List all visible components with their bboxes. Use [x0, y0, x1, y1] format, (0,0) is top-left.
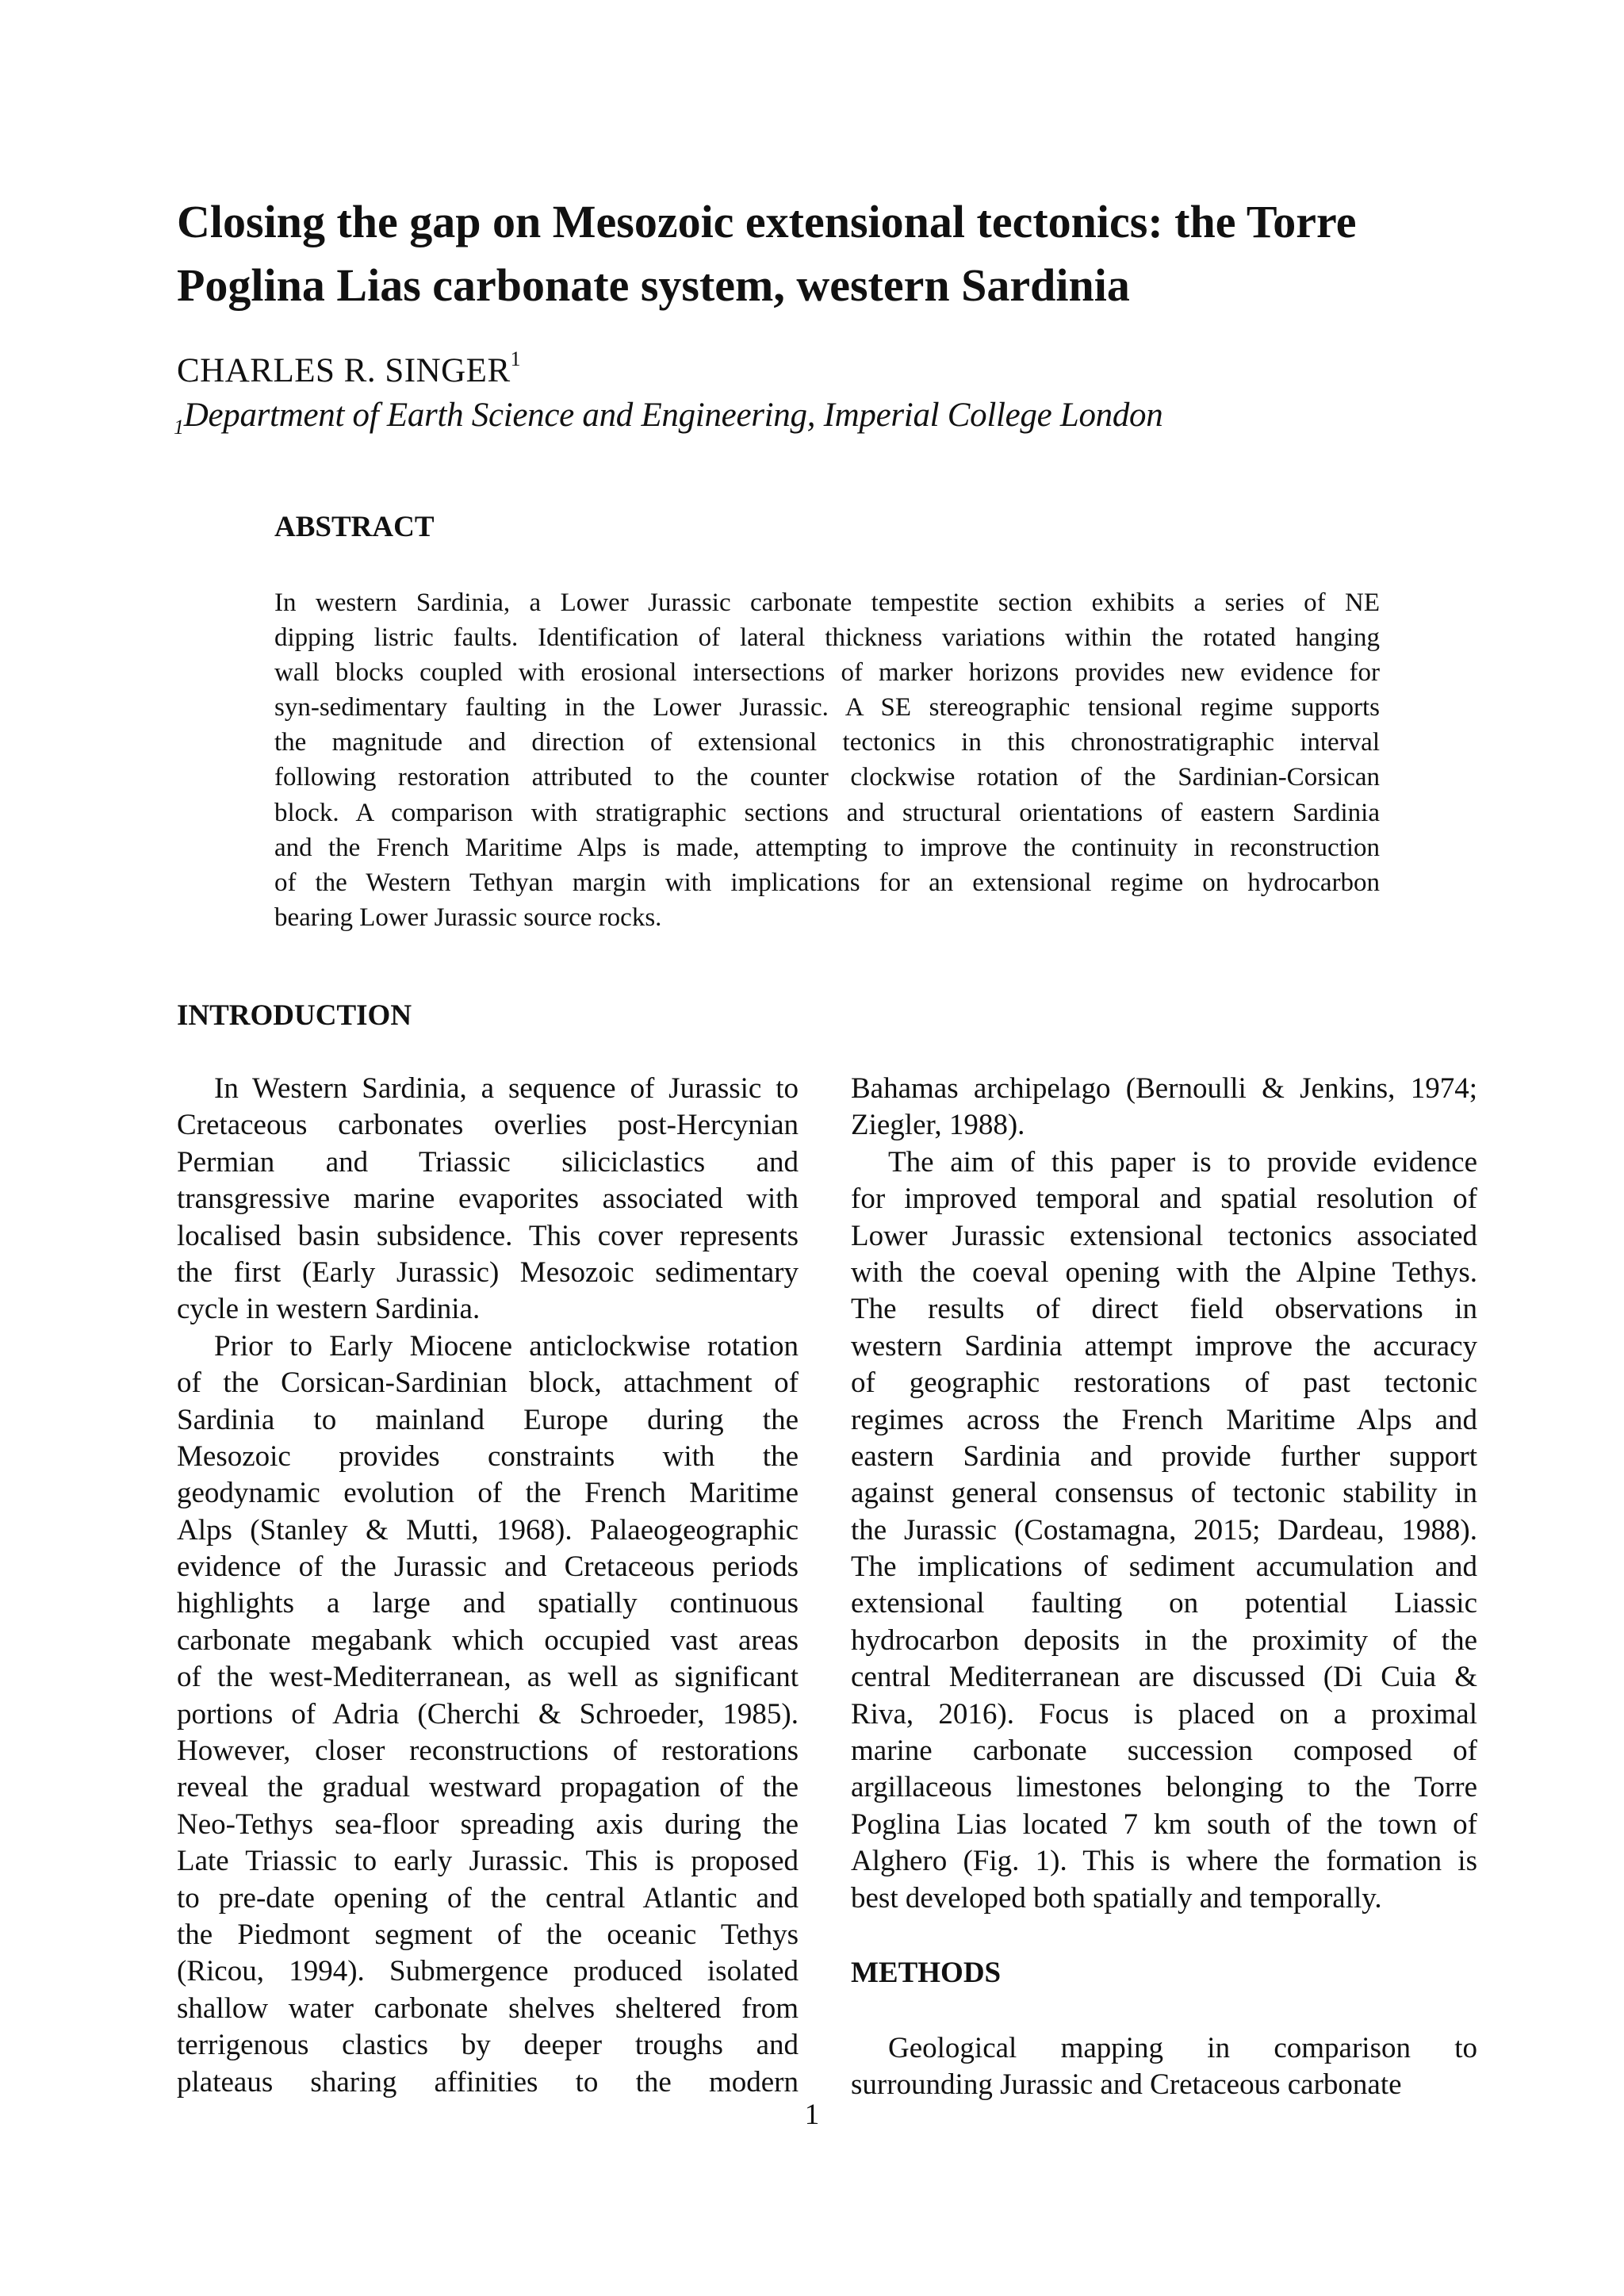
body-line: Neo-Tethys sea-floor spreading axis during the — [177, 1807, 799, 1841]
body-line: localised basin subsidence. This cover represents — [177, 1219, 799, 1252]
title-line: Poglina Lias carbonate system, western Sardinia — [177, 259, 1130, 311]
body-line: Poglina Lias located 7 km south of the town of — [851, 1807, 1477, 1841]
abstract-body — [274, 585, 1380, 935]
body-line: for improved temporal and spatial resolution of — [851, 1182, 1477, 1216]
affiliation-line — [174, 393, 1162, 438]
body-line: Alps (Stanley & Mutti, 1968). Palaeogeographic — [177, 1513, 799, 1547]
abstract-line: In western Sardinia, a Lower Jurassic carbonate tempestite section exhibits a series of NE — [274, 588, 1380, 617]
body-line: highlights a large and spatially continuous — [177, 1587, 799, 1620]
methods-heading: METHODS — [851, 1957, 1002, 1989]
body-line: The results of direct field observations in — [851, 1293, 1477, 1326]
body-line: The implications of sediment accumulation and — [851, 1550, 1477, 1584]
body-line: to pre-date opening of the central Atlantic and — [177, 1881, 799, 1915]
body-line: In Western Sardinia, a sequence of Jurassic to — [214, 1072, 799, 1105]
author-name: CHARLES R. SINGER — [177, 352, 511, 389]
body-line: shallow water carbonate shelves sheltered from — [177, 1991, 799, 2025]
methods-body — [851, 2030, 1477, 2104]
body-line: hydrocarbon deposits in the proximity of the — [851, 1623, 1477, 1657]
abstract-line: following restoration attributed to the counter clockwise rotation of the Sardinian-Corsican — [274, 763, 1380, 792]
introduction-heading: INTRODUCTION — [177, 999, 412, 1032]
affiliation-text: Department of Earth Science and Engineering, Imperial College London — [183, 397, 1163, 434]
body-line: Alghero (Fig. 1). This is where the formation is — [851, 1845, 1477, 1878]
body-line: with the coeval opening with the Alpine Tethys. — [851, 1255, 1477, 1289]
abstract-line: block. A comparison with stratigraphic sections and structural orientations of eastern Sardinia — [274, 798, 1380, 827]
abstract-line: wall blocks coupled with erosional intersections of marker horizons provides new evidence for — [274, 658, 1380, 688]
body-line: portions of Adria (Cherchi & Schroeder, 1985). — [177, 1697, 799, 1731]
body-line: terrigenous clastics by deeper troughs and — [177, 2029, 799, 2062]
body-line: transgressive marine evaporites associated with — [177, 1182, 799, 1216]
body-line: regimes across the French Maritime Alps and — [851, 1403, 1477, 1436]
body-line: against general consensus of tectonic stability in — [851, 1477, 1477, 1510]
body-line: surrounding Jurassic and Cretaceous carbonate — [851, 2068, 1402, 2102]
page-number: 1 — [804, 2099, 820, 2131]
abstract-line: the magnitude and direction of extensional tectonics in this chronostratigraphic interval — [274, 728, 1380, 757]
abstract-heading: ABSTRACT — [274, 511, 435, 543]
paper-title — [177, 190, 1477, 317]
body-line: the Jurassic (Costamagna, 2015; Dardeau, 1988). — [851, 1513, 1477, 1547]
body-line: Cretaceous carbonates overlies post-Hercynian — [177, 1109, 799, 1142]
title-line: Closing the gap on Mesozoic extensional tectonics: the Torre — [177, 196, 1357, 247]
body-line: marine carbonate succession composed of — [851, 1734, 1477, 1768]
abstract-line: dipping listric faults. Identification of lateral thickness variations within the rotated hanging — [274, 623, 1380, 653]
body-line: Permian and Triassic siliciclastics and — [177, 1145, 799, 1179]
body-line: the Piedmont segment of the oceanic Tethys — [177, 1918, 799, 1951]
abstract-line: syn-sedimentary faulting in the Lower Jurassic. A SE stereographic tensional regime supports — [274, 693, 1380, 723]
body-line: Late Triassic to early Jurassic. This is proposed — [177, 1845, 799, 1878]
body-line: plateaus sharing affinities to the modern — [177, 2065, 799, 2099]
body-line: of geographic restorations of past tectonic — [851, 1366, 1477, 1400]
body-line: reveal the gradual westward propagation of the — [177, 1771, 799, 1804]
body-line: evidence of the Jurassic and Cretaceous periods — [177, 1550, 799, 1584]
body-line: However, closer reconstructions of restorations — [177, 1734, 799, 1768]
body-line: of the Corsican-Sardinian block, attachment of — [177, 1366, 799, 1400]
body-line: of the west-Mediterranean, as well as significant — [177, 1661, 799, 1694]
body-line: Ziegler, 1988). — [851, 1109, 1025, 1142]
body-line: (Ricou, 1994). Submergence produced isolated — [177, 1955, 799, 1988]
body-line: extensional faulting on potential Liassic — [851, 1587, 1477, 1620]
abstract-line: and the French Maritime Alps is made, attempting to improve the continuity in reconstruction — [274, 833, 1380, 862]
body-line: Bahamas archipelago (Bernoulli & Jenkins, 1974; — [851, 1072, 1477, 1105]
introduction-right-column — [851, 1071, 1477, 1917]
abstract-line: bearing Lower Jurassic source rocks. — [274, 903, 662, 932]
body-line: central Mediterranean are discussed (Di Cuia & — [851, 1661, 1477, 1694]
body-line: The aim of this paper is to provide evidence — [888, 1145, 1477, 1179]
body-line: Prior to Early Miocene anticlockwise rotation — [214, 1329, 799, 1363]
body-line: Riva, 2016). Focus is placed on a proximal — [851, 1697, 1477, 1731]
abstract-line: of the Western Tethyan margin with implications for an extensional regime on hydrocarbon — [274, 868, 1380, 897]
body-line: geodynamic evolution of the French Maritime — [177, 1477, 799, 1510]
affiliation-marker: 1 — [174, 416, 184, 439]
author-affiliation-marker: 1 — [510, 347, 522, 370]
body-line: Lower Jurassic extensional tectonics associated — [851, 1219, 1477, 1252]
body-line: the first (Early Jurassic) Mesozoic sedimentary — [177, 1255, 799, 1289]
body-line: argillaceous limestones belonging to the Torre — [851, 1771, 1477, 1804]
body-line: carbonate megabank which occupied vast areas — [177, 1623, 799, 1657]
body-line: eastern Sardinia and provide further support — [851, 1439, 1477, 1473]
body-line: Mesozoic provides constraints with the — [177, 1439, 799, 1473]
author-line — [177, 349, 521, 393]
body-line: cycle in western Sardinia. — [177, 1293, 481, 1326]
introduction-left-column — [177, 1071, 799, 2101]
body-line: Geological mapping in comparison to — [888, 2032, 1477, 2064]
body-line: best developed both spatially and temporally. — [851, 1881, 1382, 1915]
body-line: Sardinia to mainland Europe during the — [177, 1403, 799, 1436]
body-line: western Sardinia attempt improve the accuracy — [851, 1329, 1477, 1363]
